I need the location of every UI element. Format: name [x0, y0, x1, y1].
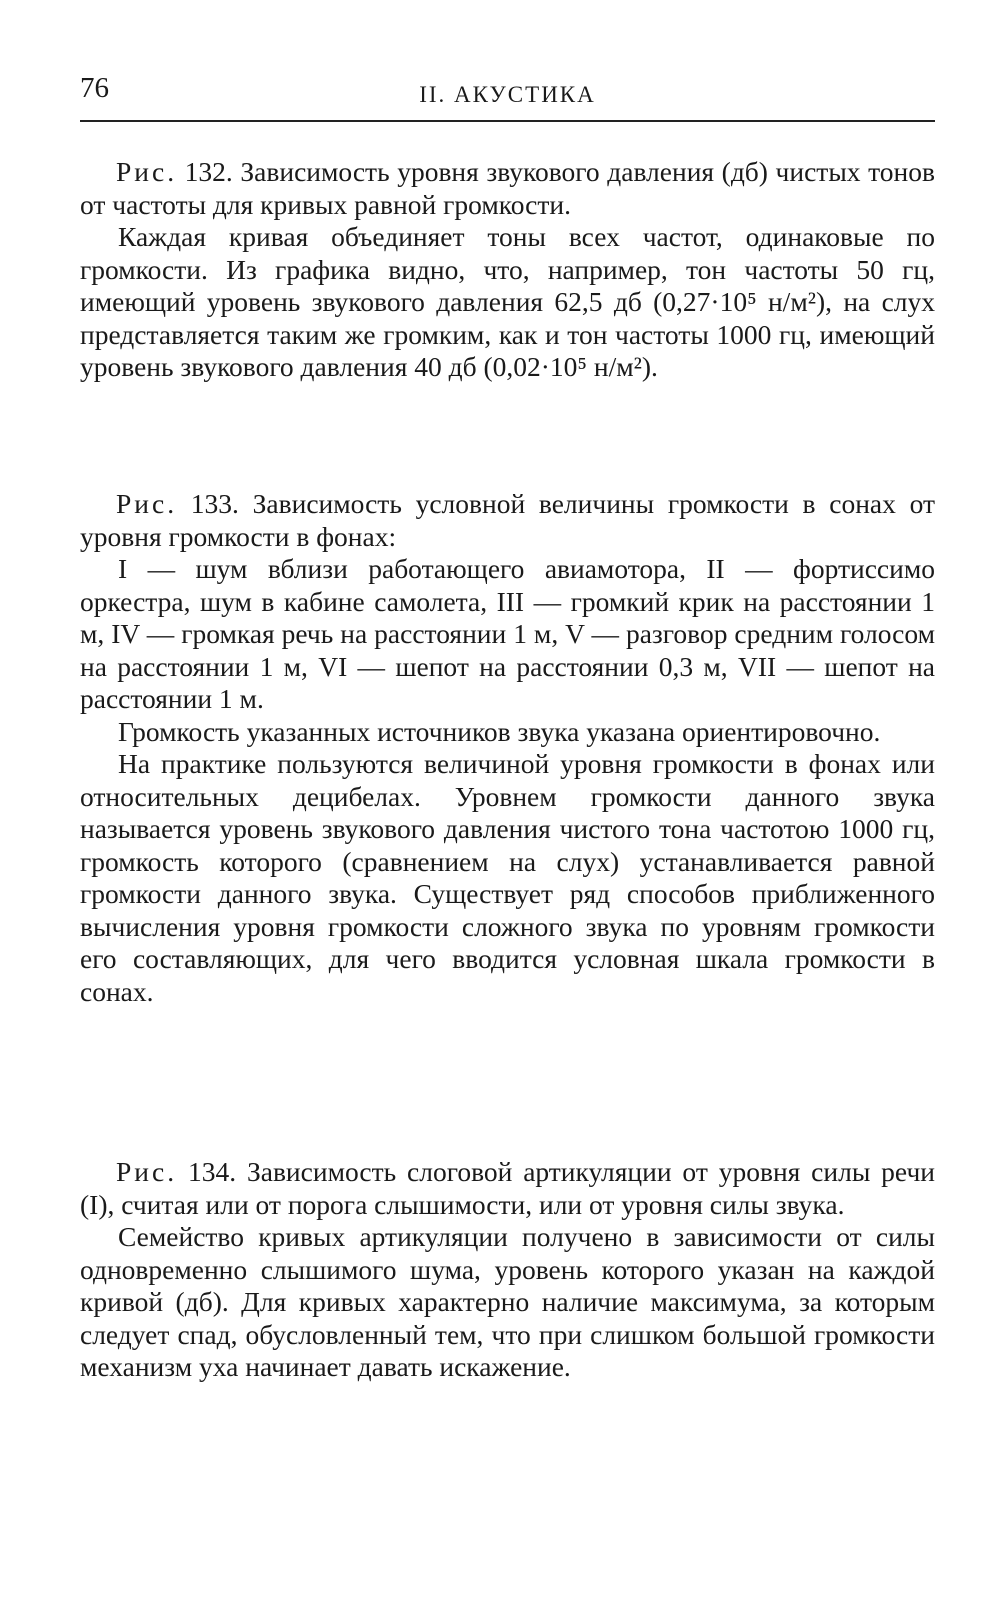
caption-132: [80, 156, 935, 221]
page-header: [80, 72, 935, 116]
book-page: [80, 72, 935, 1382]
figure-133-caption-block: [80, 488, 935, 1008]
caption-text: 133. Зависимость условной величины громкости в сонах от уровня громкости в фонах:: [80, 488, 935, 552]
paragraph: Громкость указанных источников звука указана ориентировочно.: [118, 715, 881, 747]
caption-label: Рис.: [116, 488, 178, 519]
caption-133: [80, 488, 935, 553]
figure-132-caption-block: [80, 156, 935, 384]
caption-134: [80, 1156, 935, 1221]
caption-label: Рис.: [116, 156, 178, 187]
running-head: II. АКУСТИКА: [419, 82, 596, 107]
page-number: 76: [80, 72, 109, 104]
figure-134-caption-block: [80, 1156, 935, 1384]
paragraph: Каждая кривая объединяет тоны всех частот, одинаковые по громкости. Из графика видно, что, например, тон частоты 50 гц, имеющий уровень звукового давления 62,5 дб (0,27·10⁵ н/м²), на слух представляется таким же громким, как и тон частоты 1000 гц, имеющий уровень звукового давления 40 дб (0,02·10⁵ н/м²).: [80, 221, 935, 382]
paragraph: Семейство кривых артикуляции получено в зависимости от силы одновременно слышимого шума, уровень которого указан на каждой кривой (дб). Для кривых характерно наличие максимума, за которым следует спад, обусловленный тем, что при слишком большой громкости механизм уха начинает давать искажение.: [80, 1221, 935, 1382]
caption-label: Рис.: [116, 1156, 178, 1187]
header-rule: [80, 120, 935, 122]
caption-text: 132. Зависимость уровня звукового давления (дб) чистых тонов от частоты для кривых равной громкости.: [80, 156, 935, 220]
paragraph: На практике пользуются величиной уровня громкости в фонах или относительных децибелах. Уровнем громкости данного звука называется уровень звукового давления чистого тона частотою 1000 гц, громкость которого (сравнением на слух) устанавливается равной громкости данного звука. Существует ряд способов приближенного вычисления уровня громкости сложного звука по уровням громкости его составляющих, для чего вводится условная шкала громкости в сонах.: [80, 748, 935, 1007]
paragraph: I — шум вблизи работающего авиамотора, II — фортиссимо оркестра, шум в кабине самолета, III — громкий крик на расстоянии 1 м, IV — громкая речь на расстоянии 1 м, V — разговор средним голосом на расстоянии 1 м, VI — шепот на расстоянии 0,3 м, VII — шепот на расстоянии 1 м.: [80, 553, 935, 714]
caption-text: 134. Зависимость слоговой артикуляции от уровня силы речи (I), считая или от порога слышимости, или от уровня силы звука.: [80, 1156, 935, 1220]
